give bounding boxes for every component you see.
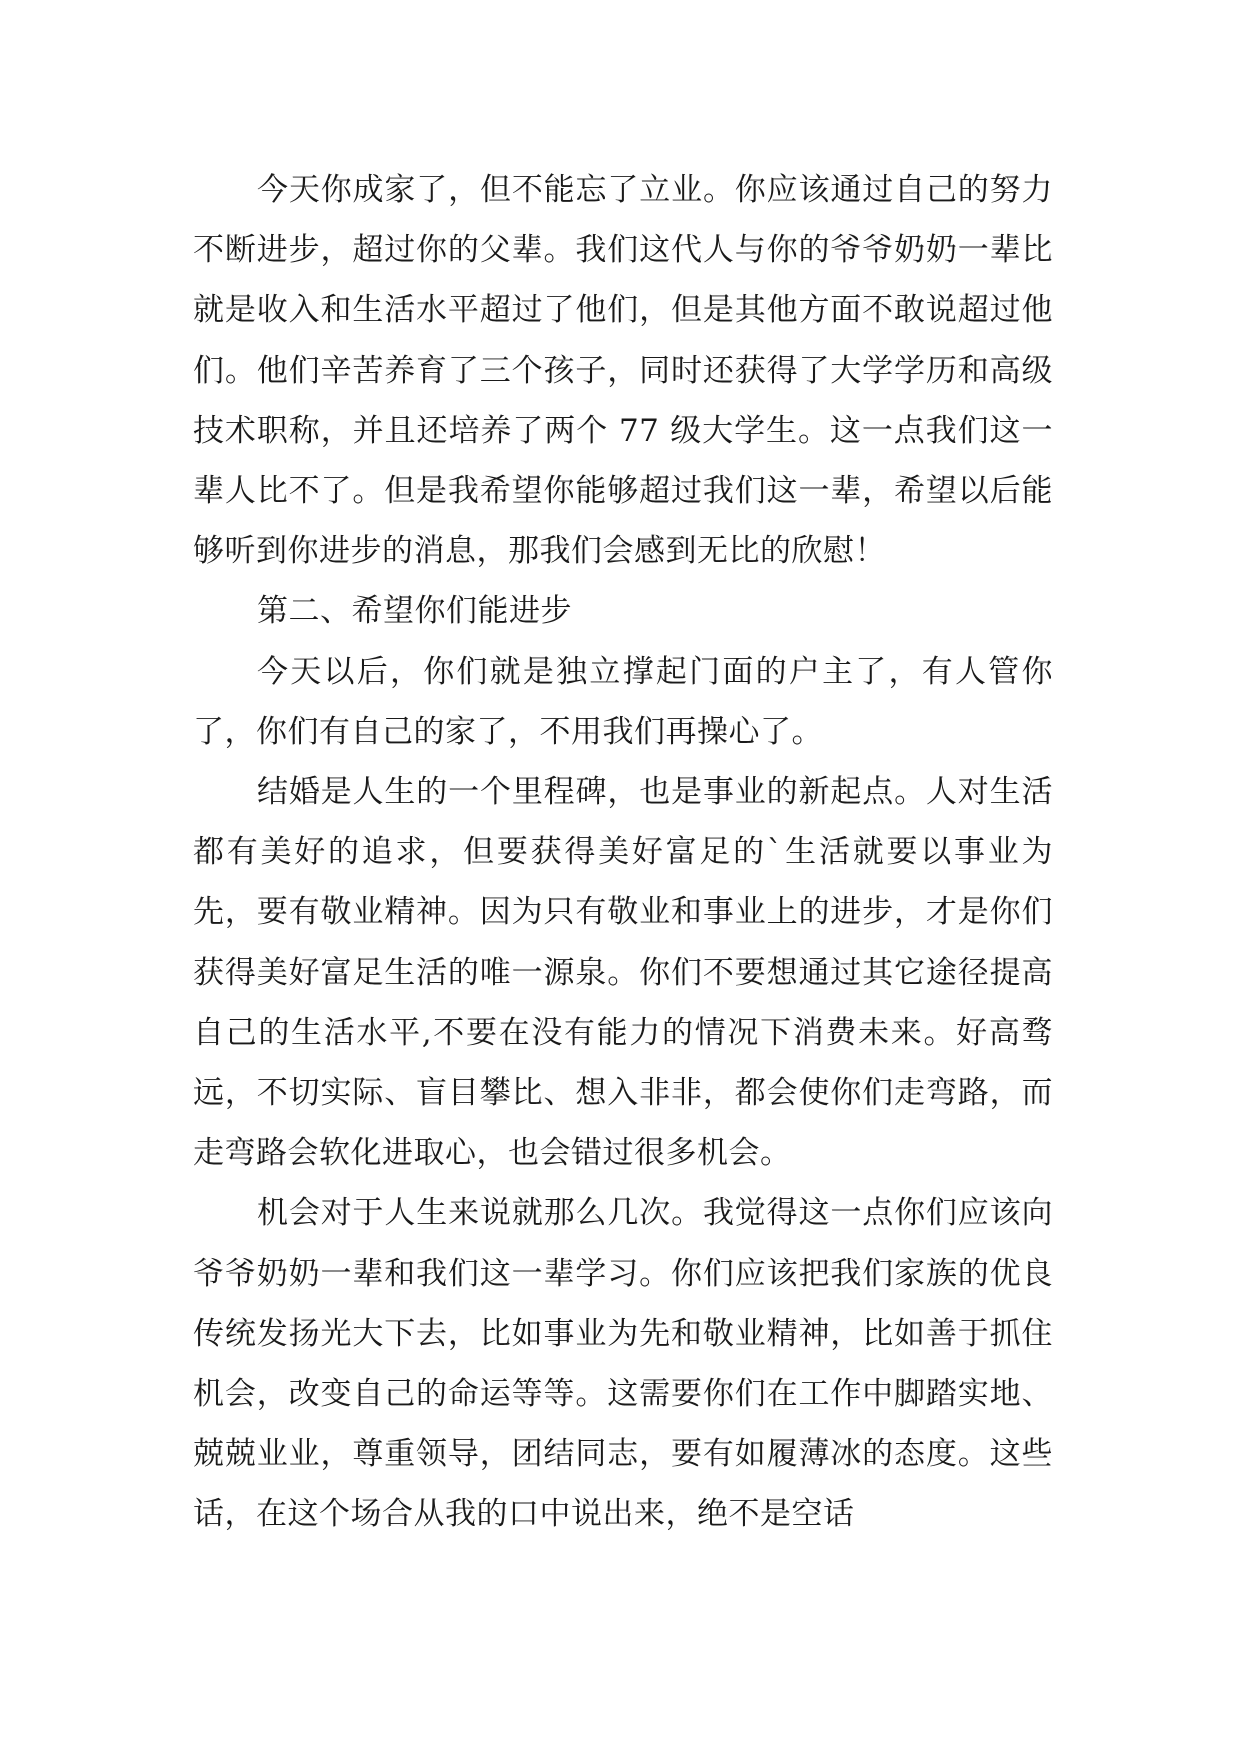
paragraph-2: 今天以后，你们就是独立撑起门面的户主了，有人管你了，你们有自己的家了，不用我们再操心了。 (193, 653, 1053, 750)
document-body (193, 160, 1053, 1545)
paragraph-4: 机会对于人生来说就那么几次。我觉得这一点你们应该向爷爷奶奶一辈和我们这一辈学习。你们应该把我们家族的优良传统发扬光大下去，比如事业为先和敬业精神，比如善于抓住机会，改变自己的命运等等。这需要你们在工作中脚踏实地、兢兢业业，尊重领导，团结同志，要有如履薄冰的态度。这些话，在这个场合从我的口中说出来，绝不是空话 (193, 1195, 1053, 1533)
paragraph-1: 今天你成家了，但不能忘了立业。你应该通过自己的努力不断进步，超过你的父辈。我们这代人与你的爷爷奶奶一辈比就是收入和生活水平超过了他们，但是其他方面不敢说超过他们。他们辛苦养育了三个孩子，同时还获得了大学学历和高级技术职称，并且还培养了两个 77 级大学生。这一点我们这一辈人比不了。但是我希望你能够超过我们这一辈，希望以后能够听到你进步的消息，那我们会感到无比的欣慰！ (193, 172, 1053, 570)
paragraph-3: 结婚是人生的一个里程碑，也是事业的新起点。人对生活都有美好的追求，但要获得美好富足的`生活就要以事业为先，要有敬业精神。因为只有敬业和事业上的进步，才是你们获得美好富足生活的唯一源泉。你们不要想通过其它途径提高自己的生活水平,不要在没有能力的情况下消费未来。好高骛远，不切实际、盲目攀比、想入非非，都会使你们走弯路，而走弯路会软化进取心，也会错过很多机会。 (193, 774, 1053, 1172)
section-heading: 第二、希望你们能进步 (257, 593, 572, 630)
